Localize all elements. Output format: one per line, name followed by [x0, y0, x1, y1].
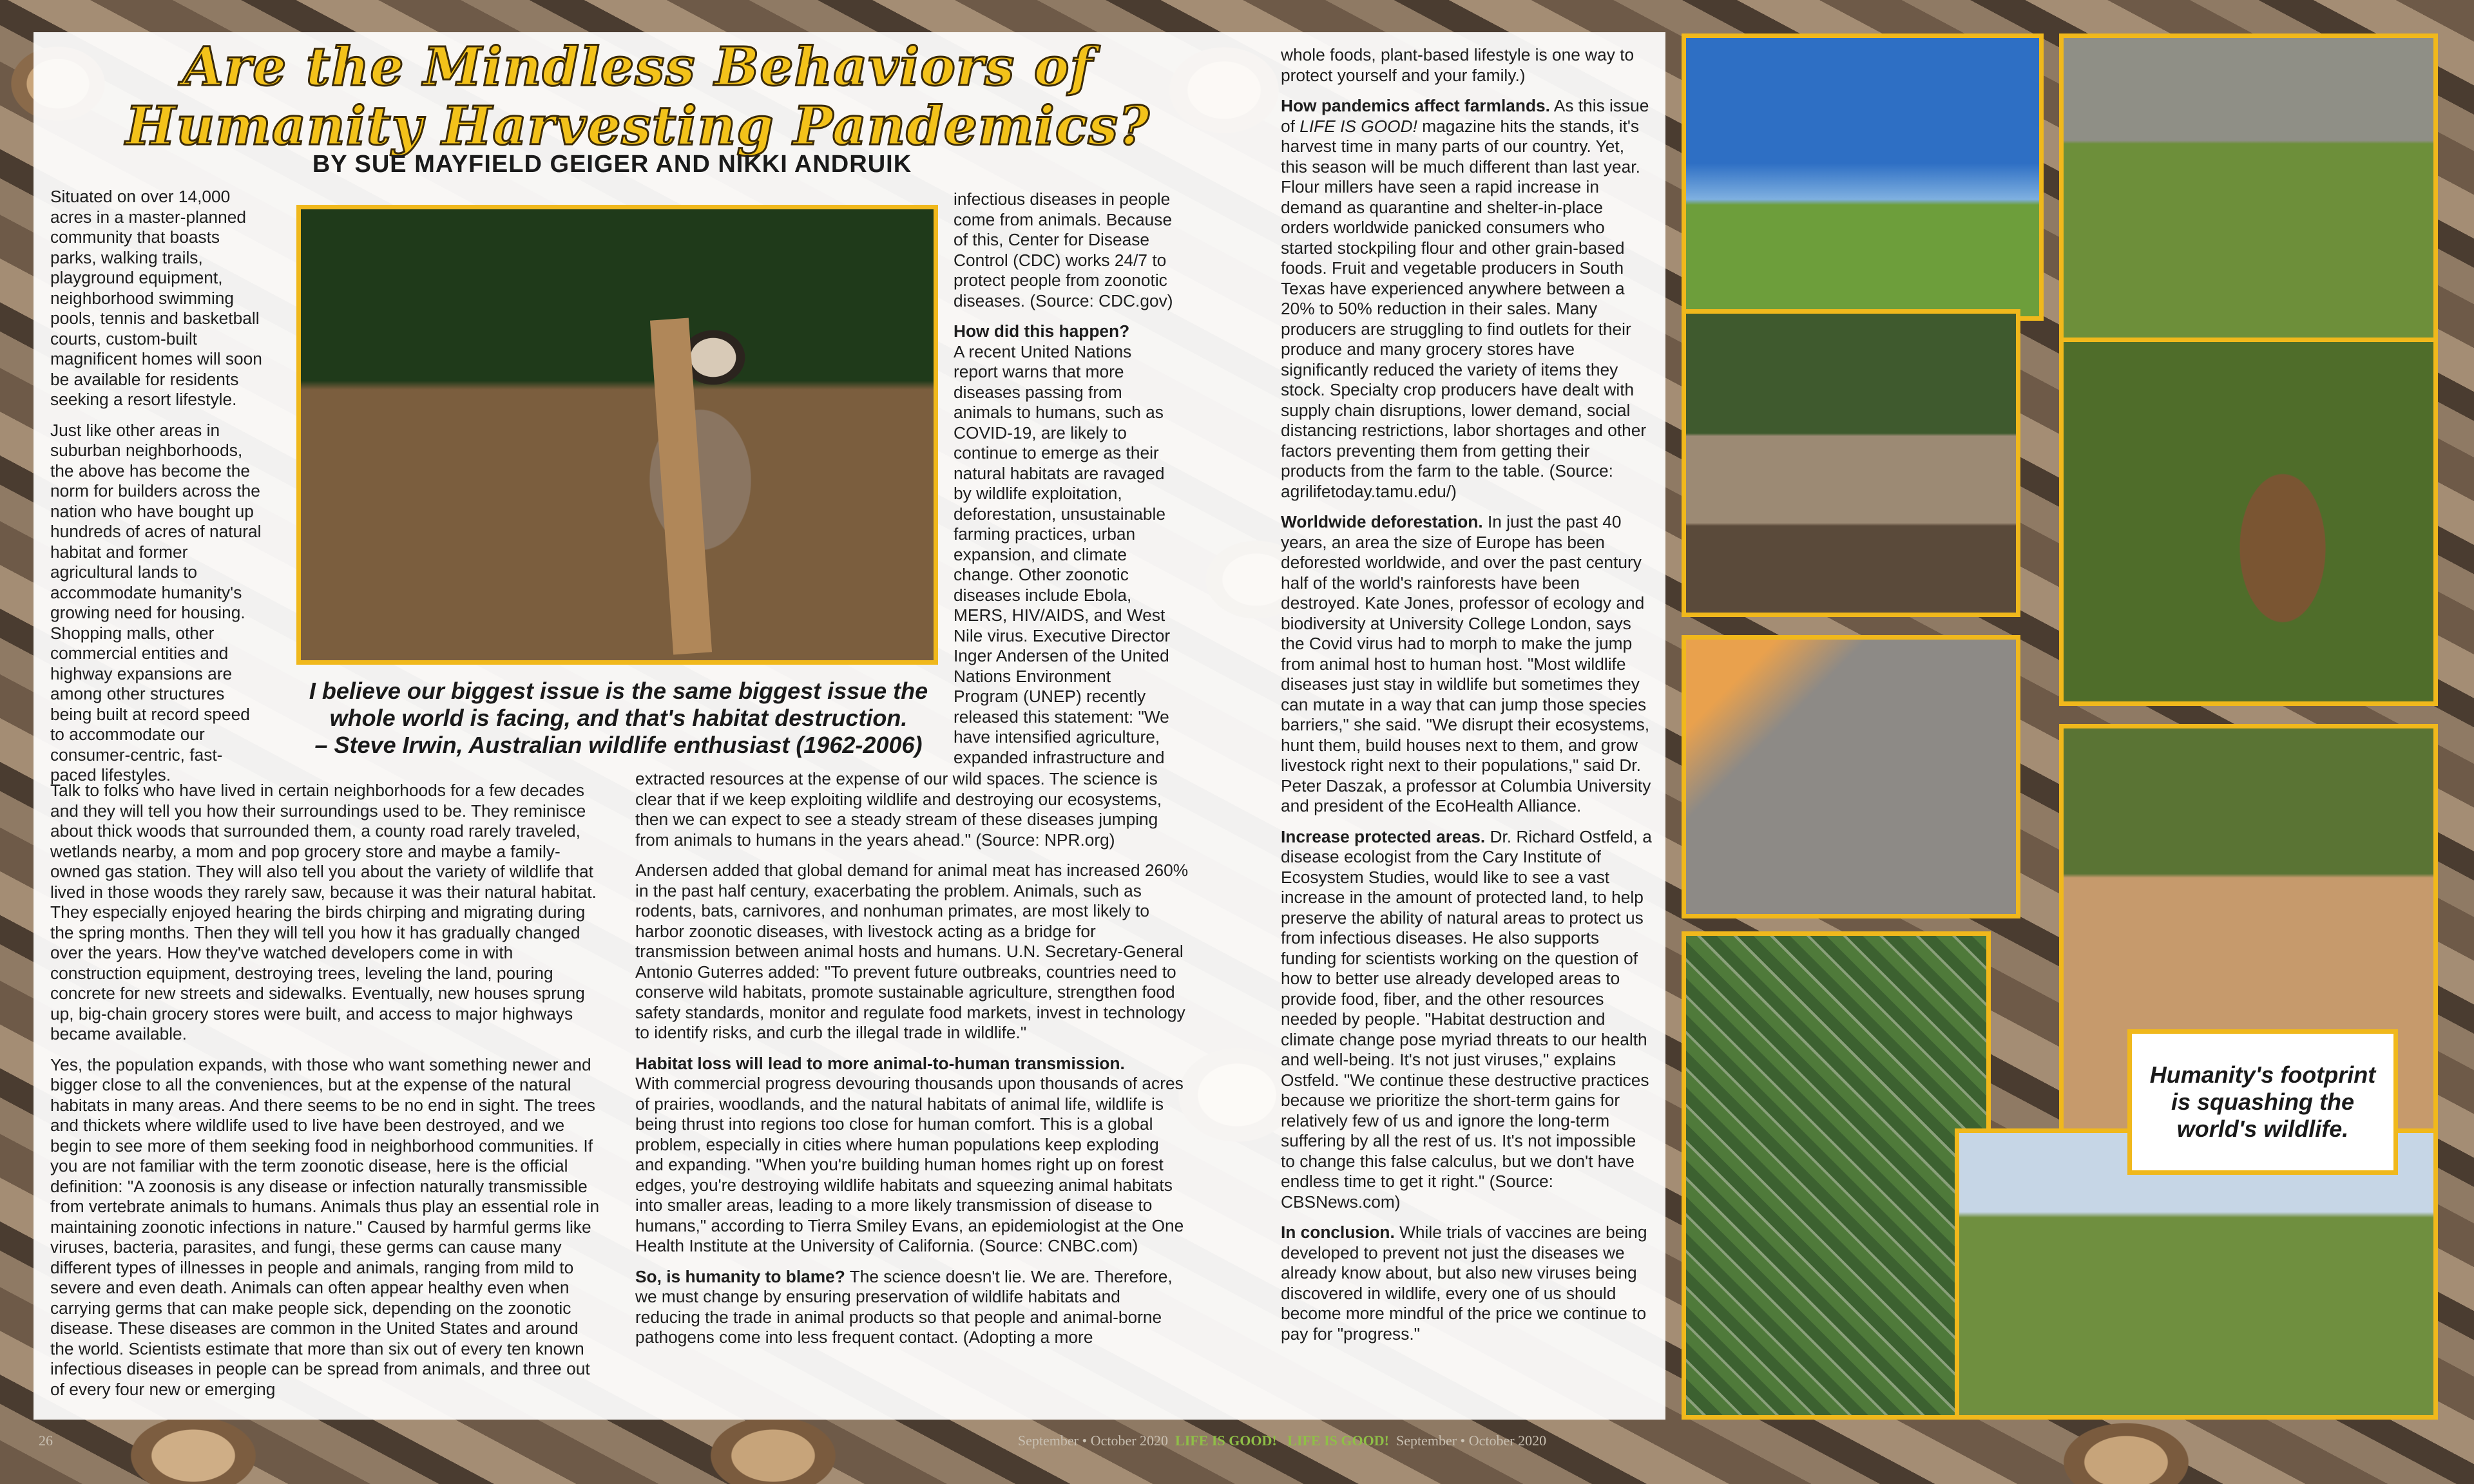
paragraph: extracted resources at the expense of our wild spaces. The science is clear that if we keep exploiting wildlife and destroying our ecosystems, then we can expect to see a steady stream of these diseases jumping from animals to humans in the years ahead." (Source: NPR.org)	[635, 769, 1162, 850]
footer-brand-right: LIFE IS GOOD!	[1287, 1432, 1389, 1449]
red-tailed-hawk-photo	[2059, 338, 2438, 706]
paragraph: Dr. Richard Ostfeld, a disease ecologist from the Cary Institute of Ecosystem Studies, would like to see a vast increase in the amount of protected land, to help preserve the ability of natural areas to protect us from infectious diseases. He also supports funding for scientists working on the question of how to better use already developed areas to provide food, fiber, and the other resources needed by people. "Habitat destruction and climate change pose myriad threats to our health and well-being. It's not just viruses," explains Ostfeld. "We continue these destructive practices because we prioritize the short-term gains for relatively few of us and ignore the long-term suffering by all the rest of us. It's not impossible to change this false calculus, but we don't have endless time to get it right." (Source: CBSNews.com)	[1281, 826, 1652, 1212]
paragraph: Andersen added that global demand for animal meat has increased 260% in the past half century, exacerbating the problem. Animals, such as rodents, bats, carnivores, and nonhuman primates, are most likely to harbor zoonotic diseases, with livestock acting as a bridge for transmission between animal hosts and humans. U.N. Secretary-General Antonio Guterres added: "To prevent future outbreaks, countries need to conserve wild habitats, promote sustainable agriculture, strengthen food safety standards, monitor and regulate food markets, invest in technology to identify risks, and curb the illegal trade in wildlife."	[635, 861, 1189, 1042]
footer-date: September • October 2020	[1017, 1432, 1169, 1449]
footer-folio	[928, 1432, 1636, 1449]
paragraph: In just the past 40 years, an area the size of Europe has been deforested worldwide, and over the past century half of the world's rainforests have been destroyed. Kate Jones, professor of ecology and biodiversity at University College London, says the Covid virus had to morph to make the jump from animal host to human host. "Most wildlife diseases just stay in wildlife but sometimes they can mutate in a way that can jump those species barriers," she said. "We disrupt their ecosystems, hunt them, build houses next to them, and grow livestock right next to their populations," said Dr. Peter Daszak, a professor at Columbia University and president of the EcoHealth Alliance.	[1281, 512, 1651, 815]
wide-column-1	[50, 781, 604, 1410]
footer-date-right: September • October 2020	[1395, 1432, 1547, 1449]
subheading: In conclusion.	[1281, 1222, 1395, 1242]
tree-stump-shape	[650, 318, 712, 655]
paragraph: Yes, the population expands, with those who want something newer and bigger close to all the conveniences, but at the expense of the natural habitats in many areas. And there seems to be no end in sight. The trees and thickets where wildlife used to live have been destroyed, and we begin to see more of them seeking food in neighborhood communities. If you are not familiar with the term zoonotic disease, here is the official definition: "A zoonosis is any disease or infection naturally transmissible from vertebrate animals to humans. Animals thus play an essential role in maintaining zoonotic infections in nature." Caused by harmful germs like viruses, bacteria, parasites, and fungi, these germs can cause many different types of illnesses in people and animals, ranging from mild to severe and even death. Animals can often appear healthy even when carrying germs that can make people sick, depending on the zoonotic disease. These diseases are common in the United States and around the world. Scientists estimate that more than six out of every ten known infectious diseases in people can be spread from animals, and three out of every four new or emerging	[50, 1054, 600, 1399]
paragraph: Situated on over 14,000 acres in a master-planned community that boasts parks, walking trails, playground equipment, neighborhood swimming pools, tennis and basketball courts, custom-built magnificent homes will soon be available for residents seeking a resort lifestyle.	[50, 187, 262, 409]
paragraph: infectious diseases in people come from animals. Because of this, Center for Disease Control (CDC) works 24/7 to protect people from zoonotic diseases. (Source: CDC.gov)	[954, 189, 1173, 310]
subheading: Habitat loss will lead to more animal-to-human transmission.	[635, 1053, 1125, 1073]
paragraph: While trials of vaccines are being developed to prevent not just the diseases we already know about, but also new viruses being discovered in wildlife, every one of us should become more mindful of the price we continue to pay for "progress."	[1281, 1222, 1647, 1344]
article-title: Are the Mindless Behaviors of Humanity Harvesting Pandemics?	[126, 36, 1150, 157]
column-3	[1281, 45, 1654, 1355]
paragraph: Talk to folks who have lived in certain neighborhoods for a few decades and they will tell you how their surroundings used to be. They reminisce about thick woods that surrounded them, a county road rarely traveled, wetlands nearby, a mom and pop grocery store and maybe a family-owned gas station. They will also tell you about the variety of wildlife that lived in those woods they rarely saw, because it was their natural habitat. They especially enjoyed hearing the birds chirping and migrating during the spring months. Then they will tell you how it has gradually changed over the years. How they've watched developers come in with construction equipment, destroying trees, leveling the land, pouring concrete for new streets and sidewalks. Eventually, new houses sprung up, big-chain grocery stores were built, and access to major highways became available.	[50, 781, 597, 1043]
farmer-in-field-photo	[1682, 33, 2044, 321]
paragraph: With commercial progress devouring thousands upon thousands of acres of prairies, woodlands, and the natural habitats of animal life, wildlife is being thrust into regions too close for human comfort. This is a global problem, especially in cities where human populations keep exploding and expanding. "When you're building human homes right up on forest edges, you're destroying wildlife habitats and squeezing animal habitats into smaller areas, leading to a more likely transmission of disease to humans," according to Tierra Smiley Evans, an epidemiologist at the One Health Institute at the University of California. (Source: CNBC.com)	[635, 1074, 1184, 1255]
column-1	[50, 187, 263, 796]
paragraph: A recent United Nations report warns that more diseases passing from animals to humans, such as COVID-19, are likely to continue to emerge as their natural habitats are ravaged by wildlife exploitation, deforestation, unsustainable farming practices, urban expansion, and climate change. Other zoonotic diseases include Ebola, MERS, HIV/AIDS, and West Nile virus. Executive Director Inger Andersen of the United Nations Environment Program (UNEP) recently released this statement: "We have intensified agriculture, expanded infrastructure and	[954, 341, 1171, 767]
quote-attribution: – Steve Irwin, Australian wildlife enthusiast (1962-2006)	[314, 732, 923, 758]
subheading: So, is humanity to blame?	[635, 1266, 845, 1286]
paragraph: whole foods, plant-based lifestyle is one way to protect yourself and your family.)	[1281, 45, 1635, 85]
concrete-pouring-photo	[1682, 635, 2020, 918]
pull-quote	[303, 678, 934, 759]
aerial-suburb-photo	[1682, 931, 1991, 1420]
excavator-deforestation-photo	[1682, 309, 2020, 617]
wide-column-2	[635, 769, 1189, 1358]
subheading: Worldwide deforestation.	[1281, 512, 1483, 531]
byline: BY SUE MAYFIELD GEIGER AND NIKKI ANDRUIK	[312, 151, 912, 178]
footer-brand-left: LIFE IS GOOD!	[1175, 1432, 1277, 1449]
subheading: How did this happen?	[954, 321, 1130, 341]
subheading: How pandemics affect farmlands.	[1281, 96, 1550, 115]
paragraph: As this issue of	[1281, 96, 1649, 136]
subheading: Increase protected areas.	[1281, 826, 1486, 846]
column-2	[954, 189, 1179, 778]
paragraph: Just like other areas in suburban neighborhoods, the above has become the norm for builders across the nation who have bought up hundreds of acres of natural habitat and former agricultural lands to accommodate humanity's growing need for housing. Shopping malls, other commercial entities and highway expansions are among other structures being built at record speed to accommodate our consumer-centric, fast-paced lifestyles.	[50, 420, 262, 785]
photo-caption: Humanity's footprint is squashing the world's wildlife.	[2127, 1029, 2398, 1175]
coyote-photo	[2059, 33, 2438, 384]
raccoon-on-stump-photo	[296, 205, 938, 665]
page-number: 26	[39, 1432, 53, 1449]
paragraph: The science doesn't lie. We are. Therefore, we must change by ensuring preservation of wildlife habitats and reducing the trade in animal products so that people and animal-borne pathogens come into less frequent contact. (Adopting a more	[635, 1266, 1173, 1347]
paragraph: magazine hits the stands, it's harvest time in many parts of our country. Yet, this season will be much different than last year. Flour millers have seen a rapid increase in demand as quarantine and shelter-in-place orders worldwide panicked consumers who started stockpiling flour and other grain-based foods. Fruit and vegetable producers in South Texas have experienced anywhere between a 20% to 50% reduction in their sales. Many producers are struggling to find outlets for their produce and many grocery stores have significantly reduced the variety of items they stock. Specialty crop producers have dealt with supply chain disruptions, lower demand, social distancing restrictions, labor shortages and other factors preventing them from getting their products from the farm to the table. (Source: agrilifetoday.tamu.edu/)	[1281, 116, 1647, 501]
magazine-name: LIFE IS GOOD!	[1299, 116, 1417, 136]
quote-text: I believe our biggest issue is the same biggest issue the whole world is facing, and that's habitat destruction.	[309, 678, 928, 731]
